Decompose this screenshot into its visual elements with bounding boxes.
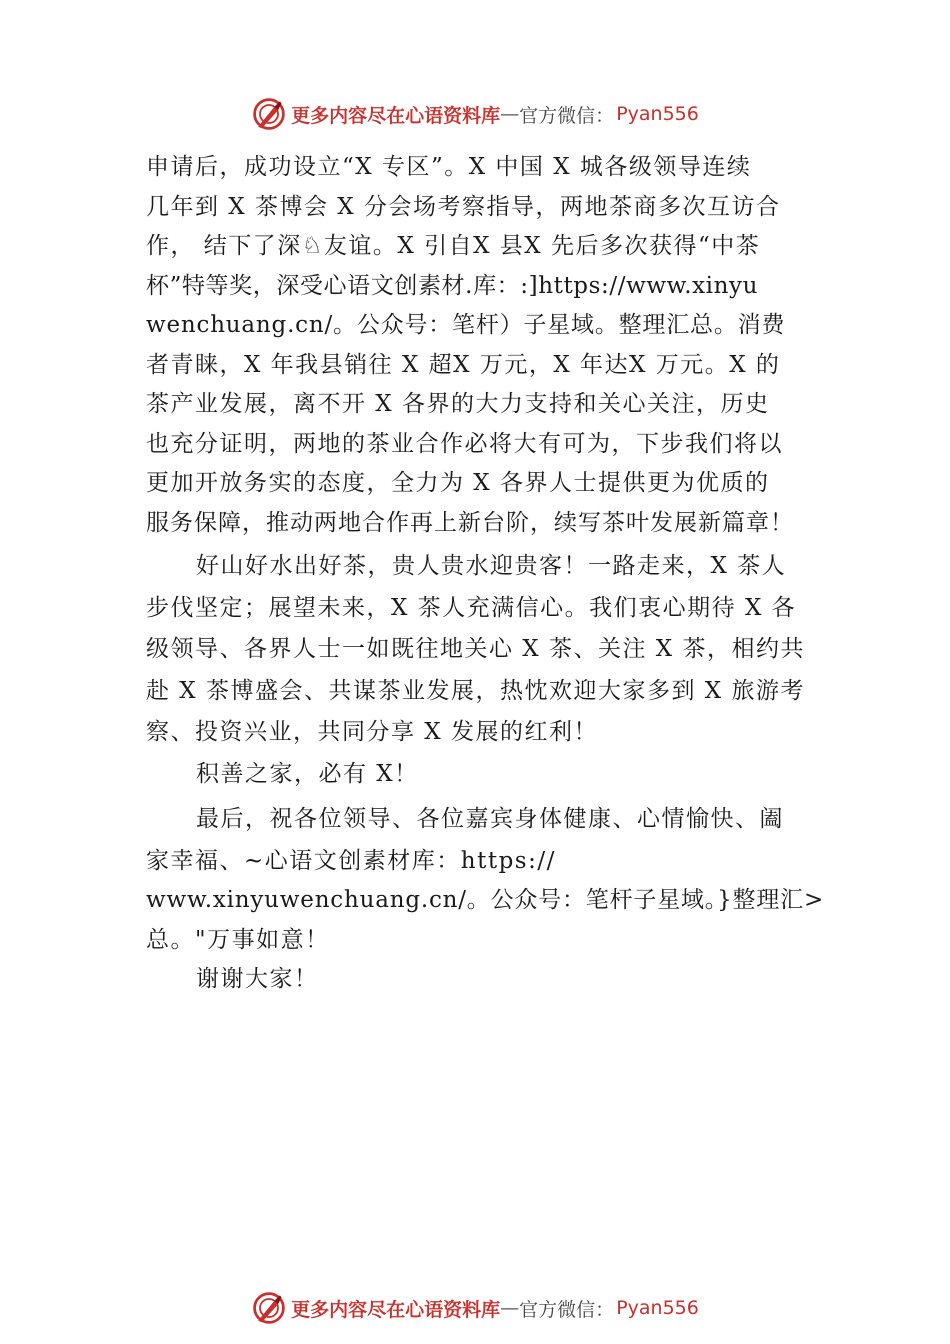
banner-subtitle: 官方微信： <box>519 1298 615 1321</box>
banner-dash: — <box>500 103 520 125</box>
text-line: 步伐坚定；展望未来，X 茶人充满信心。我们衷心期待 X 各 <box>146 594 797 621</box>
text-line: 赴 X 茶博盛会、共谋茶业发展，热忱欢迎大家多到 X 旅游考 <box>146 677 805 704</box>
text-line: 家幸福、~心语文创素材库：https:// <box>146 847 556 874</box>
pen-nib-logo-icon <box>251 96 287 132</box>
banner-wechat-id: Pyan556 <box>616 103 699 125</box>
banner-subtitle: 官方微信： <box>519 104 615 127</box>
text-line: 积善之家，必有 X！ <box>196 760 419 787</box>
text-line: 茶产业发展，离不开 X 各界的大力支持和关心关注，历史 <box>146 391 770 417</box>
paragraph-2 <box>146 546 825 1001</box>
text-line: 几年到 X 茶博会 X 分会场考察指导，两地茶商多次互访合 <box>146 193 781 220</box>
text-line: wenchuang.cn/。公众号：笔杆）子星域。整理汇总。消费 <box>146 312 786 338</box>
banner-wechat-id: Pyan556 <box>616 1297 699 1319</box>
text-line: 申请后，成功设立“X 专区”。X 中国 X 城各级领导连续 <box>146 154 752 180</box>
header-banner <box>0 94 950 134</box>
text-line: www.xinyuwenchuang.cn/。公众号：笔杆子星域。}整理汇> <box>146 887 825 913</box>
text-line: 好山好水出好茶，贵人贵水迎贵客！一路走来，X 茶人 <box>196 553 787 579</box>
text-line: 察、投资兴业，共同分享 X 发展的红利！ <box>146 719 598 745</box>
text-line: 作， 结下了深♘友谊。X 引自X 县X 先后多次获得“中茶 <box>146 233 761 259</box>
text-line: 更加开放务实的态度，全力为 X 各界人士提供更为优质的 <box>146 470 770 496</box>
text-line: 服务保障，推动两地合作再上新台阶，续写茶叶发展新篇章！ <box>146 509 794 536</box>
text-line: 者青睐，X 年我县销往 X 超X 万元，X 年达X 万元。X 的 <box>146 351 781 378</box>
footer-banner <box>0 1288 950 1328</box>
text-line: 杯”特等奖，深受心语文创素材.库：:]https://www.xinyu <box>146 272 759 299</box>
banner-dash: — <box>500 1297 520 1319</box>
text-line: 也充分证明，两地的茶业合作必将大有可为，下步我们将以 <box>146 430 783 457</box>
pen-nib-logo-icon <box>251 1290 287 1326</box>
banner-title: 更多内容尽在心语资料库 <box>291 104 501 127</box>
banner-title: 更多内容尽在心语资料库 <box>291 1298 501 1321</box>
paragraph-1 <box>146 148 814 543</box>
text-line: 最后，祝各位领导、各位嘉宾身体健康、心情愉快、阖 <box>196 806 784 832</box>
text-line: 总。"万事如意！ <box>146 926 330 953</box>
text-line: 谢谢大家！ <box>196 966 319 992</box>
text-line: 级领导、各界人士一如既往地关心 X 茶、关注 X 茶，相约共 <box>146 636 805 662</box>
